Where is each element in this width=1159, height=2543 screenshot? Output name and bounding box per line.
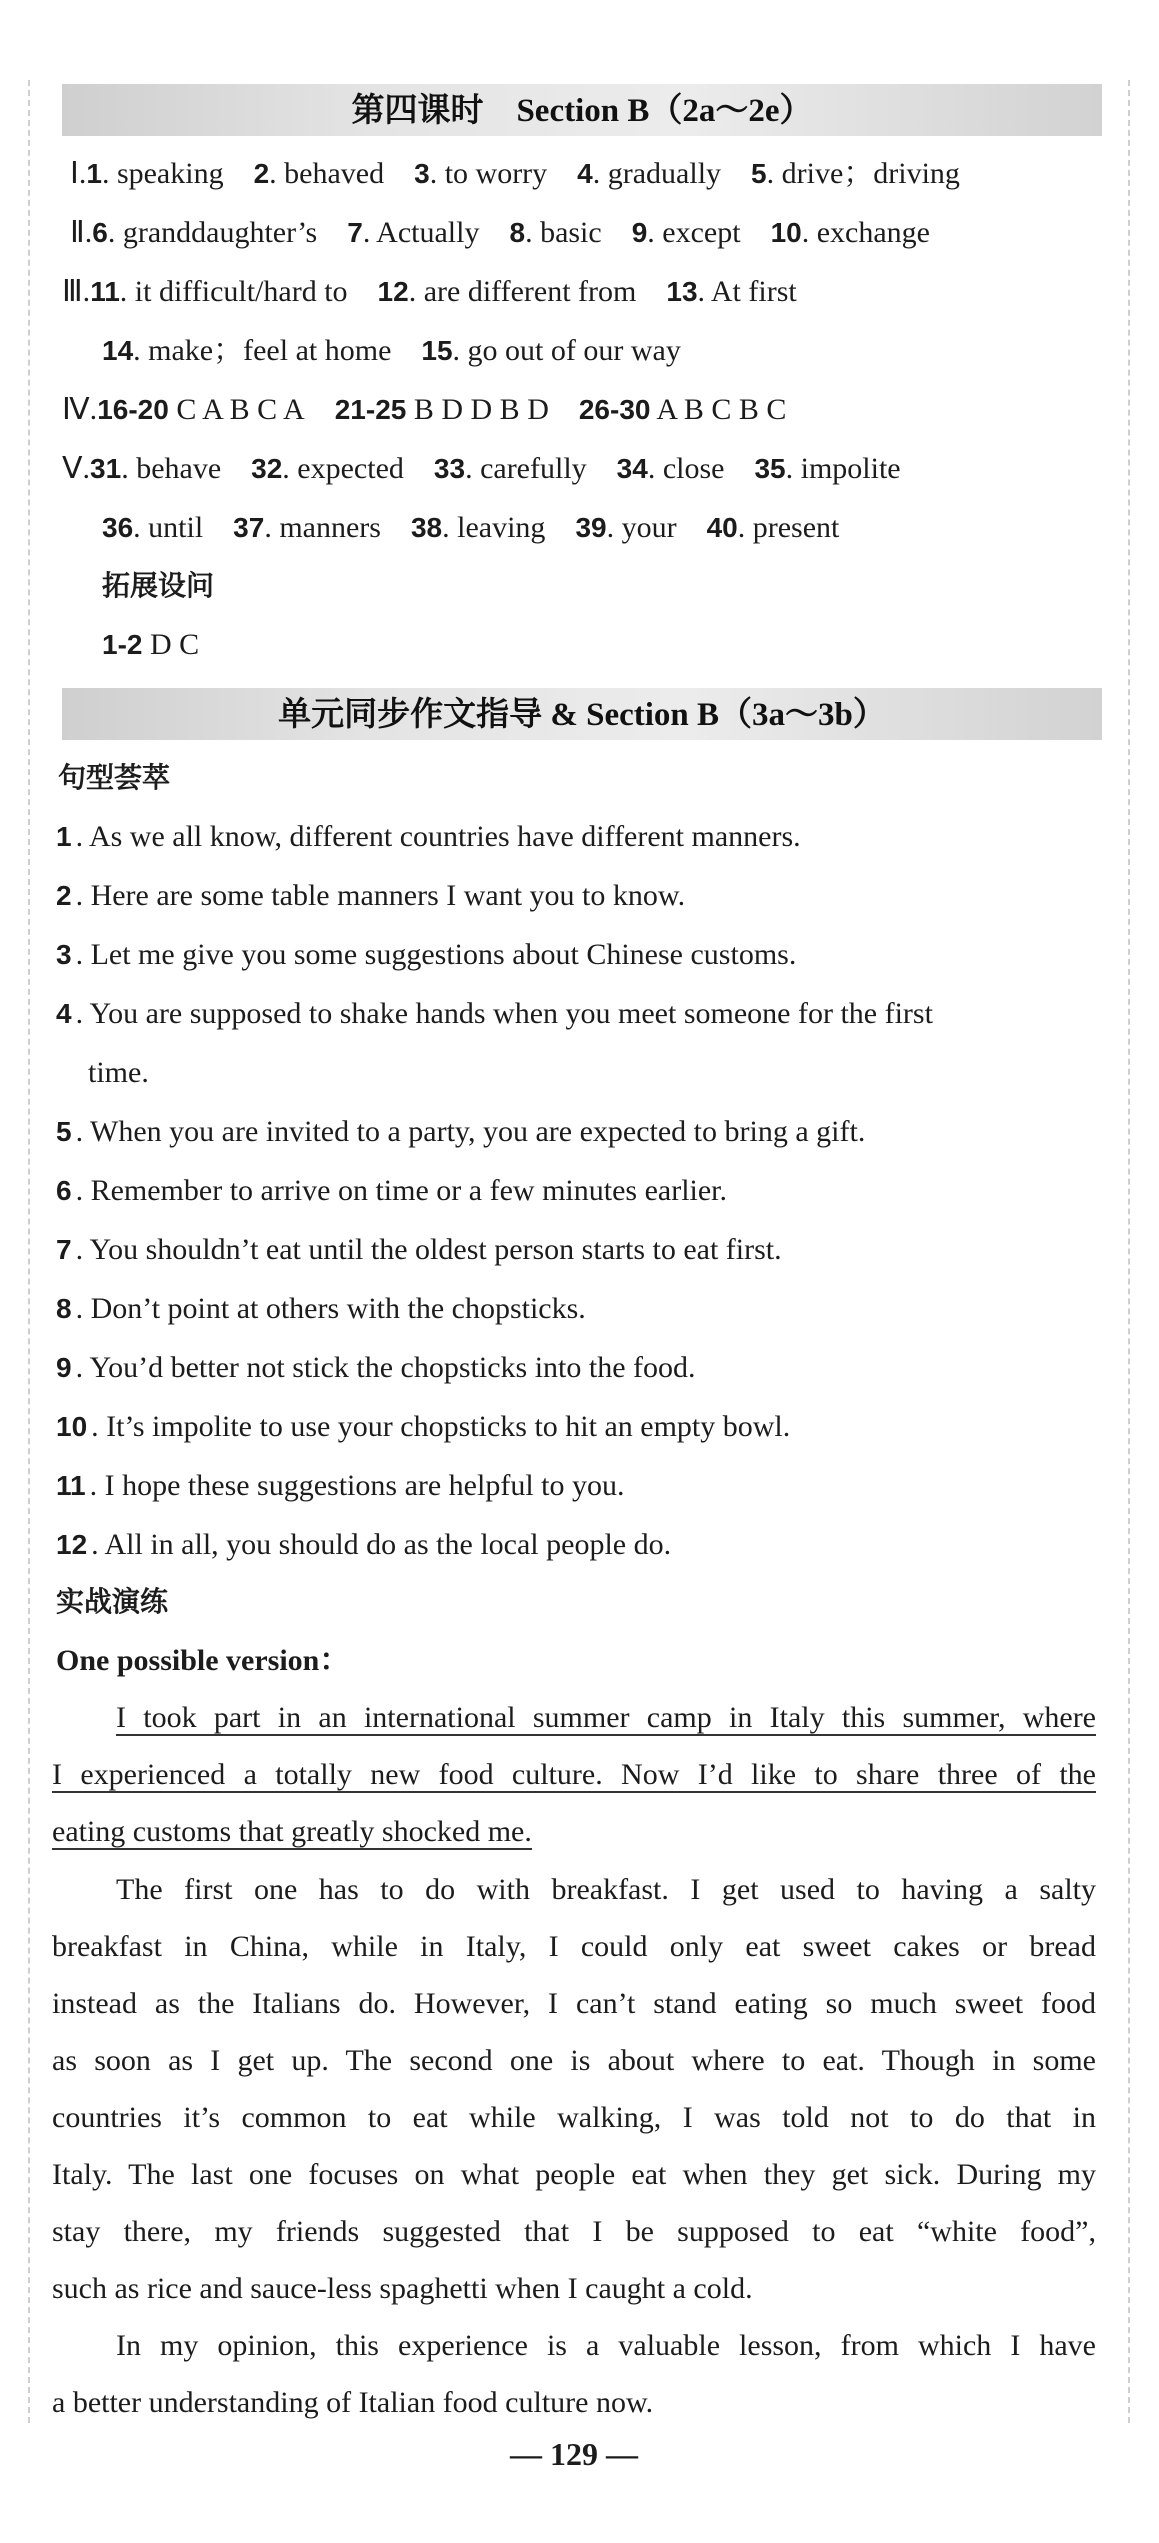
item-number: 12	[377, 276, 409, 307]
item-number: 15	[421, 335, 453, 366]
essay-line	[52, 1698, 1096, 1738]
section-title-cn: 单元同步作文指导	[278, 694, 543, 733]
sentence-9: 9 . You’d better not stick the chopsticks into the food.	[56, 1351, 696, 1384]
answer: gradually	[607, 157, 722, 190]
answer: exchange	[816, 216, 930, 249]
essay-line: Italy. The last one focuses on what people eat when they get sick. During my	[52, 2158, 1096, 2191]
sentence-number: 9	[56, 1352, 72, 1383]
item-number: 34	[616, 453, 648, 484]
essay-line: as soon as I get up. The second one is about where to eat. Though in some	[52, 2044, 1096, 2077]
answer: behave	[136, 452, 222, 485]
roman-numeral: Ⅰ.	[70, 157, 87, 190]
answer: carefully	[480, 452, 587, 485]
sentence-number: 10	[56, 1411, 88, 1442]
essay-line: countries it’s common to eat while walking, I was told not to do that in	[52, 2101, 1096, 2134]
sentence-text: As we all know, different countries have different manners.	[88, 820, 801, 853]
item-number: 35	[754, 453, 786, 484]
roman-numeral: Ⅲ.	[62, 275, 91, 308]
essay-line: such as rice and sauce-less spaghetti when I caught a cold.	[52, 2272, 753, 2305]
section-banner-writing	[62, 688, 1102, 740]
sentence-text: You’d better not stick the chopsticks into the food.	[89, 1351, 696, 1384]
item-range: 26-30	[578, 394, 651, 425]
item-number: 2	[253, 158, 270, 189]
sentence-7: 7 . You shouldn’t eat until the oldest person starts to eat first.	[56, 1233, 782, 1266]
item-number: 3	[414, 158, 430, 189]
essay-line: a better understanding of Italian food culture now.	[52, 2386, 654, 2419]
essay-line	[52, 1755, 1096, 1795]
item-number: 8	[509, 217, 526, 248]
answer: manners	[279, 511, 381, 544]
answers: C A B C A	[176, 393, 305, 426]
sentence-text: You shouldn’t eat until the oldest person starts to eat first.	[89, 1233, 782, 1266]
sentence-number: 4	[56, 998, 72, 1029]
answer: make；feel at home	[148, 334, 392, 367]
answer-row-2: Ⅱ.6. granddaughter’s 7. Actually 8. basic 9. except 10. exchange	[70, 216, 930, 249]
item-number: 7	[347, 217, 363, 248]
sentence-number: 3	[56, 939, 72, 970]
item-number: 11	[90, 276, 120, 307]
answer-row-4	[62, 390, 786, 430]
underlined-text: I experienced a totally new food culture. Now I’d like to share three of the	[52, 1758, 1096, 1791]
answer: leaving	[457, 511, 546, 544]
answer: present	[752, 511, 840, 544]
patterns-label: 句型荟萃	[58, 761, 171, 794]
roman-numeral: Ⅱ.	[70, 216, 93, 249]
answers: A B C B C	[656, 393, 787, 426]
sentence-4: 4 . You are supposed to shake hands when you meet someone for the first	[56, 997, 933, 1030]
sentence-number: 7	[56, 1234, 72, 1265]
sentence-text: Remember to arrive on time or a few minutes earlier.	[90, 1174, 728, 1207]
section-banner-lesson4	[62, 84, 1102, 136]
answer: basic	[540, 216, 602, 249]
item-number: 38	[410, 512, 443, 543]
underlined-text: I took part in an international summer camp in Italy this summer, where	[116, 1701, 1096, 1734]
answer: it difficult/hard to	[134, 275, 348, 308]
section-title-en: Section B（2a～2e）	[516, 93, 813, 129]
answer: your	[621, 511, 677, 544]
item-number: 31	[90, 453, 122, 484]
essay-line: breakfast in China, while in Italy, I could only eat sweet cakes or bread	[52, 1930, 1096, 1963]
right-margin-rule	[1128, 80, 1130, 2423]
item-range: 1-2	[102, 629, 143, 660]
page-number: — 129 —	[510, 2436, 638, 2472]
item-number: 4	[577, 158, 593, 189]
item-number: 9	[631, 217, 648, 248]
sentence-text: I hope these suggestions are helpful to you.	[104, 1469, 625, 1502]
answers: B D D B D	[413, 393, 549, 426]
sentence-text: All in all, you should do as the local people do.	[104, 1528, 672, 1561]
answer-row-5: Ⅴ.31. behave 32. expected 33. carefully 34. close 35. impolite	[62, 452, 901, 485]
answer: until	[148, 511, 204, 544]
sentence-text: It’s impolite to use your chopsticks to hit an empty bowl.	[106, 1410, 791, 1443]
section-title-cn: 第四课时	[351, 90, 484, 129]
item-number: 40	[706, 512, 738, 543]
item-number: 13	[666, 276, 698, 307]
answer: granddaughter’s	[122, 216, 318, 249]
answers: D C	[149, 628, 200, 661]
sentence-number: 2	[56, 880, 72, 911]
sentence-text: Don’t point at others with the chopsticks.	[90, 1292, 586, 1325]
sentence-number: 6	[56, 1175, 72, 1206]
item-number: 33	[433, 453, 466, 484]
sentence-text: Here are some table manners I want you to know.	[90, 879, 686, 912]
item-number: 5	[751, 158, 767, 189]
answer: are different from	[423, 275, 637, 308]
item-number: 32	[251, 453, 283, 484]
roman-numeral: Ⅳ.	[62, 393, 98, 426]
answer-row-3: Ⅲ.11. it difficult/hard to 12. are different from 13. At first	[62, 275, 797, 308]
item-number: 10	[770, 217, 802, 248]
answer: impolite	[800, 452, 901, 485]
answer: speaking	[116, 157, 224, 190]
sentence-4-cont: time.	[88, 1056, 149, 1089]
essay-line: In my opinion, this experience is a valuable lesson, from which I have	[116, 2329, 1096, 2362]
sentence-text: When you are invited to a party, you are expected to bring a gift.	[90, 1115, 866, 1148]
item-number: 14	[102, 335, 134, 366]
answer: drive；driving	[781, 157, 960, 190]
item-number: 37	[233, 512, 265, 543]
version-label: One possible version：	[56, 1644, 350, 1677]
answer-row-1: Ⅰ.1. speaking 2. behaved 3. to worry 4. gradually 5. drive；driving	[70, 157, 960, 190]
answer: behaved	[284, 157, 385, 190]
answer: to worry	[444, 157, 548, 190]
item-number: 6	[92, 217, 108, 248]
essay-line: stay there, my friends suggested that I be supposed to eat “white food”,	[52, 2215, 1096, 2248]
answer-row-3-cont: 14. make；feel at home 15. go out of our way	[102, 334, 681, 367]
essay-line	[52, 1812, 1096, 1852]
left-margin-rule	[28, 80, 30, 2423]
sentence-text: Let me give you some suggestions about Chinese customs.	[90, 938, 797, 971]
answer: expected	[297, 452, 404, 485]
sentence-8: 8 . Don’t point at others with the chopsticks.	[56, 1292, 586, 1325]
item-number: 36	[102, 512, 134, 543]
roman-numeral: Ⅴ.	[62, 452, 91, 485]
underlined-text: eating customs that greatly shocked me.	[52, 1815, 532, 1848]
sentence-3: 3 . Let me give you some suggestions about Chinese customs.	[56, 938, 797, 971]
item-range: 16-20	[97, 394, 169, 425]
sentence-1: 1 . As we all know, different countries have different manners.	[56, 820, 801, 853]
answer: Actually	[376, 216, 480, 249]
essay-line: The first one has to do with breakfast. I get used to having a salty	[116, 1873, 1096, 1906]
practice-label: 实战演练	[56, 1585, 169, 1618]
item-number: 1	[86, 158, 102, 189]
sentence-5: 5 . When you are invited to a party, you are expected to bring a gift.	[56, 1115, 866, 1148]
extension-answers-row	[102, 625, 199, 665]
section-title-en: & Section B（3a～3b）	[550, 697, 886, 733]
essay-line: instead as the Italians do. However, I can’t stand eating so much sweet food	[52, 1987, 1096, 2020]
sentence-2: 2 . Here are some table manners I want you to know.	[56, 879, 686, 912]
answer: except	[662, 216, 741, 249]
sentence-text: You are supposed to shake hands when you meet someone for the first	[89, 997, 933, 1030]
sentence-11: 11 . I hope these suggestions are helpful to you.	[56, 1469, 625, 1502]
answer: close	[662, 452, 725, 485]
sentence-number: 1	[56, 821, 72, 852]
answer: At first	[710, 275, 797, 308]
answer-row-5-cont: 36. until 37. manners 38. leaving 39. your 40. present	[102, 511, 840, 544]
sentence-12: 12 . All in all, you should do as the local people do.	[56, 1528, 672, 1561]
answer: go out of our way	[467, 334, 681, 367]
sentence-number: 11	[56, 1470, 86, 1501]
item-number: 39	[575, 512, 607, 543]
item-range: 21-25	[334, 394, 407, 425]
sentence-number: 12	[56, 1529, 88, 1560]
sentence-10: 10 . It’s impolite to use your chopsticks to hit an empty bowl.	[56, 1410, 791, 1443]
sentence-6: 6 . Remember to arrive on time or a few minutes earlier.	[56, 1174, 728, 1207]
sentence-number: 5	[56, 1116, 72, 1147]
extension-label: 拓展设问	[102, 569, 215, 602]
sentence-number: 8	[56, 1293, 72, 1324]
